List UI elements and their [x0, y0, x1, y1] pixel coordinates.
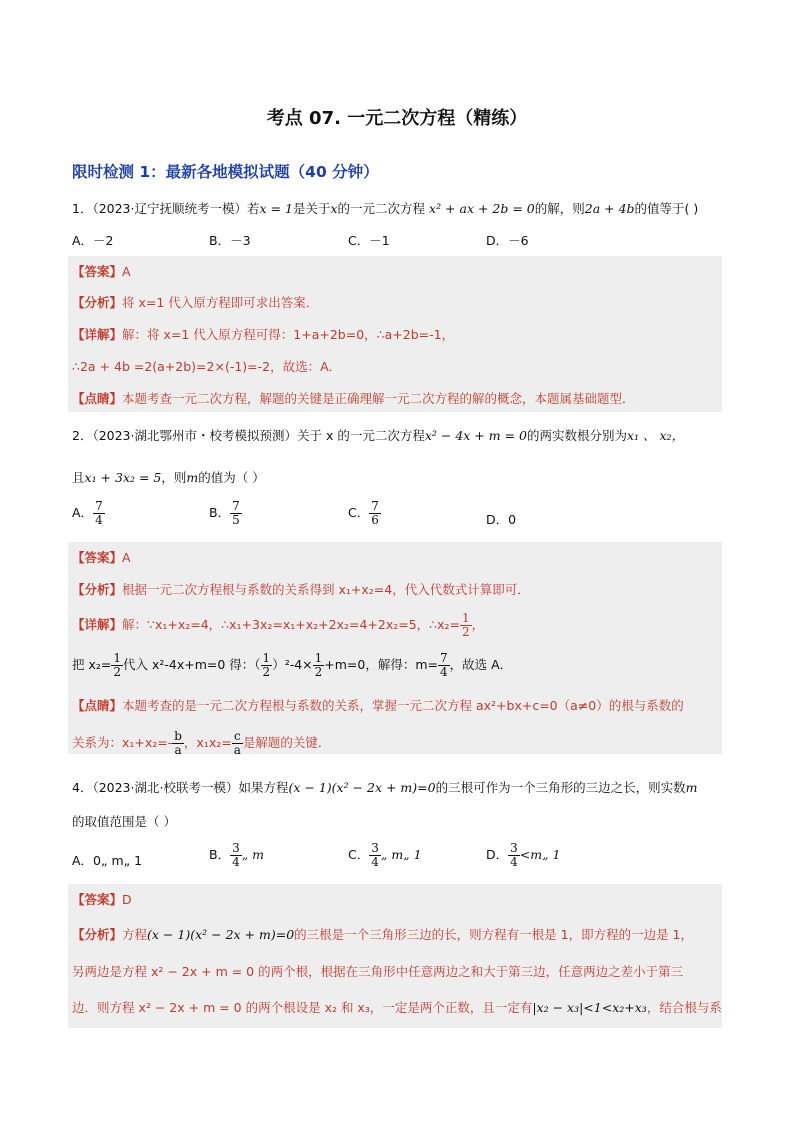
q2-answer: 【答案】A	[72, 550, 131, 565]
q4-analysis: 【分析】方程(x − 1)(x² − 2x + m)=0的三根是一个三角形三边的长，则方程有一根是 1，即方程的一边是 1，	[72, 927, 694, 942]
q4-choice-b[interactable]: B． $\frac{3}{4}$ „ m	[209, 841, 265, 869]
question-2-stem: 2．（2023·湖北鄂州市・校考模拟预测）关于 x 的一元二次方程x² − 4x + m = 0的两实数根分别为x₁ 、 x₂，	[72, 428, 685, 443]
question-4-stem: 4．（2023·湖北·校联考一模）如果方程(x − 1)(x² − 2x + m)=0的三根可作为一个三角形的三边之长，则实数m	[72, 780, 698, 795]
page-title: 考点 07. 一元二次方程（精练）	[266, 108, 528, 129]
q2-choice-c[interactable]: C． $\frac{7}{6}$	[348, 499, 379, 527]
question-2-stem-2: 且x₁ + 3x₂ = 5，则m的值为（ ）	[72, 470, 265, 485]
q2-detail: 【详解】解：∵x₁+x₂=4，∴x₁+3x₂=x₁+x₂+2x₂=4+2x₂=5，∴x₂= $\frac{1}{2}$ ，	[72, 611, 485, 639]
q2-choice-b[interactable]: B． $\frac{7}{5}$	[209, 499, 240, 527]
q1-comment: 【点睛】本题考查一元二次方程，解题的关键是正确理解一元二次方程的解的概念，本题属基础题型．	[72, 391, 635, 406]
q1-choice-c[interactable]: C．－1	[348, 233, 390, 248]
q1-detail: 【详解】解：将 x=1 代入原方程可得：1+a+2b=0，∴a+2b=-1，	[72, 327, 455, 342]
q4-choice-c[interactable]: C． $\frac{3}{4}$ „ m„ 1	[348, 841, 422, 869]
q4-analysis-2: 另两边是方程 x² − 2x + m = 0 的两个根，根据在三角形中任意两边之和大于第三边，任意两边之差小于第三	[72, 964, 684, 979]
section-heading: 限时检测 1：最新各地模拟试题（40 分钟）	[72, 163, 379, 181]
q2-detail-2: 把 x₂= $\frac{1}{2}$ 代入 x²-4x+m=0 得：（ $\frac{1}{2}$ ）²-4× $\frac{1}{2}$ +m=0，解得：m= $\frac{7}{4}$ ，故选 A．	[72, 651, 513, 679]
q4-choice-a[interactable]: A．0„ m„ 1	[72, 853, 143, 868]
q2-comment: 【点睛】本题考查的是一元二次方程根与系数的关系，掌握一元二次方程 ax²+bx+c=0（a≠0）的根与系数的	[72, 698, 684, 713]
q1-analysis: 【分析】将 x=1 代入原方程即可求出答案．	[72, 295, 319, 310]
q1-answer: 【答案】A	[72, 264, 131, 279]
q2-choice-d[interactable]: D．0	[486, 512, 517, 527]
q1-detail-2: ∴2a + 4b =2(a+2b)=2×(-1)=-2，故选：A．	[72, 359, 342, 374]
q4-answer: 【答案】D	[72, 892, 132, 907]
q2-solution-box	[68, 542, 722, 754]
question-1-stem: 1．（2023·辽宁抚顺统考一模）若x = 1是关于x的一元二次方程 x² + ax + 2b = 0的解，则2a + 4b的值等于( )	[72, 201, 699, 216]
q4-analysis-3: 边．则方程 x² − 2x + m = 0 的两个根设是 x₂ 和 x₃，一定是两个正数，且一定有|x₂ − x₃|<1<x₂+x₃，结合根与系	[72, 1000, 722, 1015]
q1-choice-b[interactable]: B．－3	[209, 233, 251, 248]
q1-choice-a[interactable]: A．－2	[72, 233, 114, 248]
q2-choice-a[interactable]: A． $\frac{7}{4}$	[72, 499, 103, 527]
q4-choice-d[interactable]: D． $\frac{3}{4}$ <m„ 1	[486, 841, 561, 869]
question-4-stem-2: 的取值范围是（ ）	[72, 814, 176, 829]
q2-analysis: 【分析】根据一元二次方程根与系数的关系得到 x₁+x₂=4，代入代数式计算即可．	[72, 582, 530, 597]
q2-comment-2: 关系为：x₁+x₂=- $\frac{b}{a}$ ，x₁x₂= $\frac{c}{a}$ 是解题的关键．	[72, 729, 331, 757]
q1-choice-d[interactable]: D．－6	[486, 233, 529, 248]
